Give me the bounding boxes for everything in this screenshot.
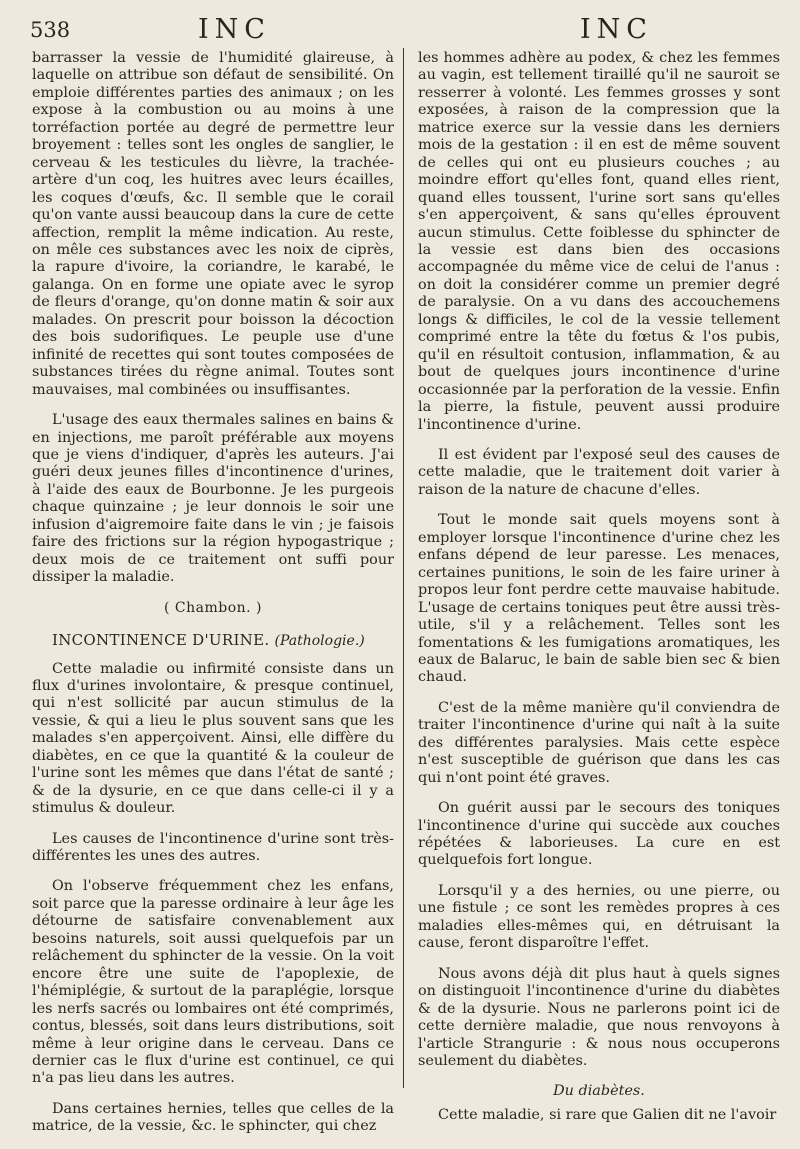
article-heading <box>32 632 394 650</box>
paragraph: L'usage des eaux thermales salines en bains & en injections, me paroît préférable aux moyens que je viens d'indiquer, d'après les auteurs. J'ai guéri deux jeunes filles d'incontinence d'urines, à l'aide des eaux de Bourbonne. Je les purgeois chaque quinzaine ; je leur donnois le soir une infusion d'aigremoire faite dans le vin ; je faisois faire des frictions sur la région hypogastrique ; deux mois de ce traitement ont suffi pour dissiper la maladie. <box>32 412 394 586</box>
article-title: INCONTINENCE D'URINE. <box>52 631 270 650</box>
right-column <box>418 50 780 1137</box>
column-divider <box>403 48 404 1088</box>
paragraph: les hommes adhère au podex, & chez les femmes au vagin, est tellement tiraillé qu'il ne sauroit se resserrer à volonté. Les femmes grosses y sont exposées, à raison de la compression que la matrice exerce sur la vessie dans les derniers mois de la gestation : il en est de même souvent de celles qui ont eu plusieurs couches ; au moindre effort qu'elles font, quand elles rient, quand elles toussent, l'urine sort sans qu'elles s'en apperçoivent, & sans qu'elles éprouvent aucun stimulus. Cette foiblesse du sphincter de la vessie est dans bien des occasions accompagnée du même vice de celui de l'anus : on doit la considérer comme un premier degré de paralysie. On a vu dans des accouchemens longs & difficiles, le col de la vessie tellement comprimé entre la tête du fœtus & l'os pubis, qu'il en résultoit contusion, inflammation, & au bout de quelques jours incontinence d'urine occasionnée par la perforation de la vessie. Enfin la pierre, la fistule, peuvent aussi produire l'incontinence d'urine. <box>418 50 780 433</box>
author-signature: ( Chambon. ) <box>163 599 263 616</box>
paragraph: barrasser la vessie de l'humidité glaireuse, à laquelle on attribue son défaut de sensibilité. On emploie différentes parties des animaux ; on les expose à la combustion ou au moins à une torréfaction portée au degré de permettre leur broyement : telles sont les ongles de sanglier, le cerveau & les testicules du lièvre, la trachée-artère d'un coq, les huitres avec leurs écailles, les coques d'œufs, &c. Il semble que le corail qu'on vante aussi beaucoup dans la cure de cette affection, remplit la même indication. Au reste, on mêle ces substances avec les noix de ciprès, la rapure d'ivoire, la coriandre, le karabé, le galanga. On en forme une opiate avec le syrop de fleurs d'orange, qu'on donne matin & soir aux malades. On prescrit pour boisson la décoction des bois sudorifiques. Le peuple use d'une infinité de recettes qui sont toutes composées de substances tirées du règne animal. Toutes sont mauvaises, mal combinées ou insuffisantes. <box>32 50 394 398</box>
paragraph: Cette maladie ou infirmité consiste dans un flux d'urines involontaire, & presque continuel, qui n'est sollicité par aucun stimulus de la vessie, & qui a lieu le plus souvent sans que les malades s'en apperçoivent. Ainsi, elle diffère du diabètes, en ce que la quantité & la couleur de l'urine sont les mêmes que dans l'état de santé ; & de la dysurie, en ce que dans celle-ci il y a stimulus & douleur. <box>32 660 394 817</box>
left-column <box>32 50 394 1149</box>
paragraph: On l'observe fréquemment chez les enfans, soit parce que la paresse ordinaire à leur âge les détourne de satisfaire convenablement aux besoins naturels, soit aussi quelquefois par un relâchement du sphincter de la vessie. On la voit encore être une suite de l'apoplexie, de l'hémiplégie, & surtout de la paraplégie, lorsque les nerfs sacrés ou lombaires ont été comprimés, contus, blessés, soit dans leurs distributions, soit même à leur origine dans le cerveau. Dans ce dernier cas le flux d'urine est continuel, ce qui n'a pas lieu dans les autres. <box>32 878 394 1087</box>
paragraph: Nous avons déjà dit plus haut à quels signes on distinguoit l'incontinence d'urine du diabètes & de la dysurie. Nous ne parlerons point ici de cette dernière maladie, que nous renvoyons à l'article Strangurie : & nous nous occuperons seulement du diabètes. <box>418 965 780 1070</box>
paragraph: C'est de la même manière qu'il conviendra de traiter l'incontinence d'urine qui naît à la suite des différentes paralysies. Mais cette espèce n'est susceptible de guérison que dans les cas qui n'ont point été graves. <box>418 699 780 786</box>
article-category: (Pathologie.) <box>274 633 365 650</box>
paragraph: Dans certaines hernies, telles que celles de la matrice, de la vessie, &c. le sphincter, qui chez <box>32 1100 394 1135</box>
paragraph: On guérit aussi par le secours des toniques l'incontinence d'urine qui succède aux couches répétées & laborieuses. La cure en est quelquefois fort longue. <box>418 800 780 869</box>
paragraph: Tout le monde sait quels moyens sont à employer lorsque l'incontinence d'urine chez les enfans dépend de leur paresse. Les menaces, certaines punitions, le soin de les faire uriner à propos leur font perdre cette mauvaise habitude. L'usage de certains toniques peut être aussi très-utile, s'il y a relâchement. Telles sont les fomentations & les fumigations aromatiques, les eaux de Balaruc, le bain de sable bien sec & bien chaud. <box>418 512 780 686</box>
paragraph: Cette maladie, si rare que Galien dit ne l'avoir <box>438 1106 777 1123</box>
page-number: 538 <box>30 18 71 42</box>
page-header <box>30 14 800 48</box>
section-subheading: Du diabètes. <box>553 1083 645 1100</box>
running-head-left: INC <box>198 14 271 45</box>
paragraph: Lorsqu'il y a des hernies, ou une pierre, ou une fistule ; ce sont les remèdes propres à ces maladies elles-mêmes qui, en détruisant la cause, feront disparoître l'effet. <box>418 882 780 952</box>
running-head-right: INC <box>580 14 653 45</box>
paragraph: Les causes de l'incontinence d'urine sont très-différentes les unes des autres. <box>32 830 394 865</box>
paragraph: Il est évident par l'exposé seul des causes de cette maladie, que le traitement doit varier à raison de la nature de chacune d'elles. <box>418 446 780 498</box>
